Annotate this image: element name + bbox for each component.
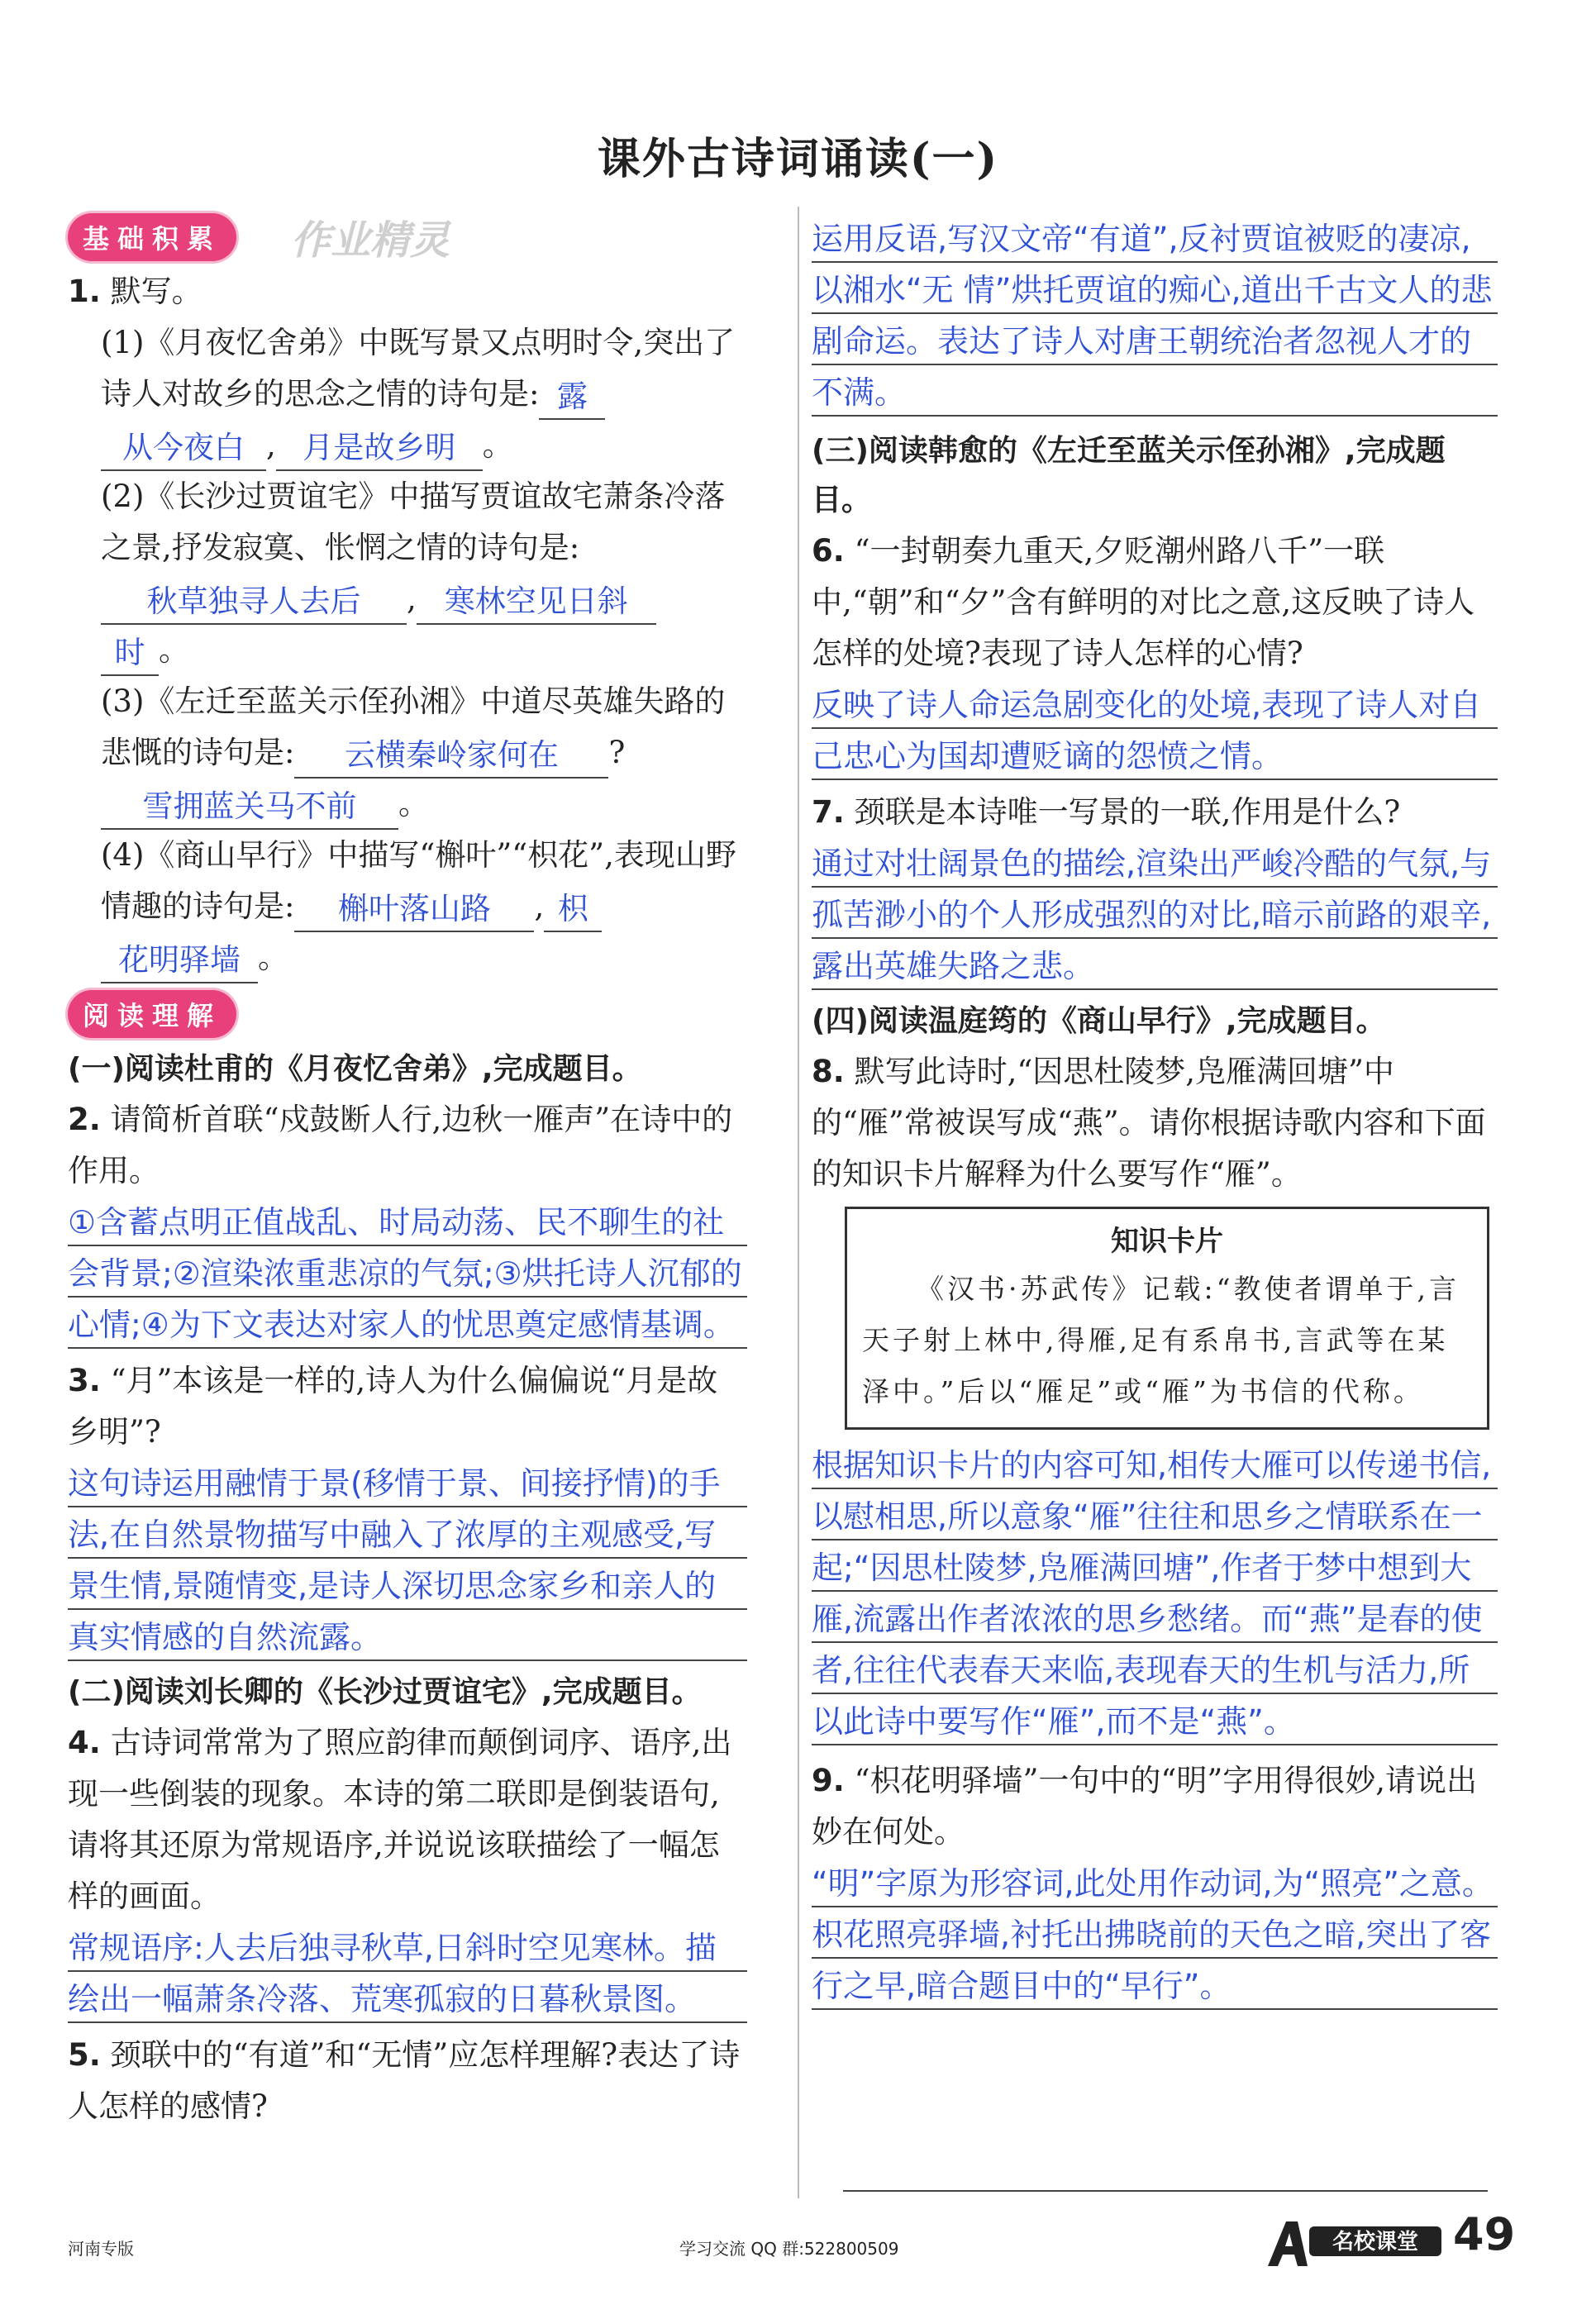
question-number: 2. [68,1102,101,1137]
question-text: 古诗词常常为了照应韵律而颠倒词序、语序,出现一些倒装的现象。本诗的第二联即是倒装语句,请将其还原为常规语序,并说说该联描绘了一幅怎样的画面。 [68,1725,732,1914]
answer-blank: 槲叶落山路 [294,888,534,932]
question-1 [68,266,747,317]
answer-7: 通过对壮阔景色的描绘,渲染出严峻冷酷的气氛,与孤苦渺小的个人形成强烈的对比,暗示前路的艰辛,露出英雄失路之悲。 [812,838,1498,992]
answer-5: 运用反语,写汉文帝“有道”,反衬贾谊被贬的凄凉,以湘水“无 情”烘托贾谊的痴心,道出千古文人的悲剧命运。表达了诗人对唐王朝统治者忽视人才的不满。 [812,213,1498,418]
question-7 [812,787,1498,838]
knowledge-card-title: 知识卡片 [1111,1225,1223,1258]
punctuation: ? [608,735,626,770]
answer-2: ①含蓄点明正值战乱、时局动荡、民不聊生的社会背景;②渲染浓重悲凉的气氛;③烘托诗人沉郁的心情;④为下文表达对家人的忧思奠定感情基调。 [68,1197,747,1350]
question-text: 默写此诗时,“因思杜陵梦,凫雁满回塘”中的“雁”常被误写成“燕”。请你根据诗歌内容和下面的知识卡片解释为什么要写作“雁”。 [812,1054,1486,1192]
question-number: 8. [812,1054,845,1089]
knowledge-card-text: 《汉书·苏武传》记载:“教使者谓单于,言天子射上林中,得雁,足有系帛书,言武等在某泽中。”后以“雁足”或“雁”为书信的代称。 [862,1273,1460,1407]
question-2 [68,1094,747,1197]
question-1-1: (1)《月夜忆舍弟》中既写景又点明时令,突出了诗人对故乡的思念之情的诗句是: 露 从今夜白 , 月是故乡明 。 [68,317,747,471]
right-column [812,213,1498,2012]
answer-blank: 从今夜白 [101,426,266,471]
question-number: 7. [812,794,845,830]
section-badge-reading: 阅读理解 [68,990,236,1038]
logo-text: 名校课堂 [1332,2230,1419,2255]
question-text: (3)《左迁至蓝关示侄孙湘》中道尽英雄失路的悲慨的诗句是: [101,683,726,770]
answer-8: 根据知识卡片的内容可知,相传大雁可以传递书信,以慰相思,所以意象“雁”往往和思乡之情联系在一起;“因思杜陵梦,凫雁满回塘”,作者于梦中想到大雁,流露出作者浓浓的思乡愁绪。而“燕”是春的使者,往往代表春天来临,表现春天的生机与活力,所以此诗中要写作“雁”,而不是“燕”。 [812,1440,1498,1747]
page-title: 课外古诗词诵读(一) [597,134,999,184]
left-column [68,213,747,2132]
answer-blank: 雪拥蓝关马不前 [101,785,398,830]
question-text: (2)《长沙过贾谊宅》中描写贾谊故宅萧条冷落之景,抒发寂寞、怅惘之情的诗句是: [101,479,726,565]
question-text: 颈联是本诗唯一写景的一联,作用是什么? [854,794,1401,830]
knowledge-card [845,1207,1489,1430]
punctuation: 。 [258,940,288,975]
answer-blank: 云横秦岭家何在 [294,734,608,779]
question-text: (4)《商山早行》中描写“槲叶”“枳花”,表现山野情趣的诗句是: [101,837,736,924]
question-number: 4. [68,1725,101,1760]
question-1-4: (4)《商山早行》中描写“槲叶”“枳花”,表现山野情趣的诗句是: 槲叶落山路 , 枳 花明驿墙 。 [68,830,747,983]
answer-3: 这句诗运用融情于景(移情于景、间接抒情)的手法,在自然景物描写中融入了浓厚的主观感受,写景生情,景随情变,是诗人深切思念家乡和亲人的真实情感的自然流露。 [68,1458,747,1663]
question-text: 颈联中的“有道”和“无情”应怎样理解?表达了诗人怎样的感情? [68,2037,741,2124]
punctuation: 。 [482,427,513,463]
question-number: 5. [68,2037,101,2073]
question-number: 9. [812,1763,845,1798]
part-heading-2: (二)阅读刘长卿的《长沙过贾谊宅》,完成题目。 [68,1675,702,1709]
section-badge-basic: 基础积累 [68,213,236,261]
answer-blank: 月是故乡明 [276,426,483,471]
question-6 [812,526,1498,679]
question-text: “月”本该是一样的,诗人为什么偏偏说“月是故乡明”? [68,1363,718,1450]
part-heading-1: (一)阅读杜甫的《月夜忆舍弟》,完成题目。 [68,1052,642,1086]
footer-edition: 河南专版 [68,2239,134,2259]
answer-blank: 寒林空见日斜 [417,580,656,625]
answer-blank: 时 [101,631,159,676]
question-text: (1)《月夜忆舍弟》中既写景又点明时令,突出了诗人对故乡的思念之情的诗句是: [101,325,736,412]
question-number: 3. [68,1363,101,1398]
punctuation: 。 [159,632,189,668]
column-divider [798,207,799,2198]
answer-blank: 露 [539,375,605,420]
watermark: 作业精灵 [291,217,450,264]
question-number: 1. [68,274,101,309]
question-text: “枳花明驿墙”一句中的“明”字用得很妙,请说出妙在何处。 [812,1763,1478,1850]
answer-6: 反映了诗人命运急剧变化的处境,表现了诗人对自己忠心为国却遭贬谪的怨愤之情。 [812,679,1498,782]
question-1-3 [68,676,747,830]
question-9 [812,1755,1498,1858]
question-number: 6. [812,533,845,569]
page-number: 49 [1453,2208,1516,2260]
answer-4: 常规语序:人去后独寻秋草,日斜时空见寒林。描绘出一幅萧条冷落、荒寒孤寂的日暮秋景图。 [68,1922,747,2025]
question-4 [68,1717,747,1922]
question-5 [68,2030,747,2132]
part-heading-3: (三)阅读韩愈的《左迁至蓝关示侄孙湘》,完成题目。 [812,434,1446,517]
question-8 [812,1046,1498,1200]
question-text: 默写。 [110,274,202,309]
question-3 [68,1355,747,1458]
question-text: 请简析首联“戍鼓断人行,边秋一雁声”在诗中的作用。 [68,1102,733,1188]
part-heading-4: (四)阅读温庭筠的《商山早行》,完成题目。 [812,1004,1386,1038]
answer-blank: 花明驿墙 [101,939,258,983]
question-text: “一封朝奏九重天,夕贬潮州路八千”一联中,“朝”和“夕”含有鲜明的对比之意,这反映了诗人怎样的处境?表现了诗人怎样的心情? [812,533,1475,671]
answer-9: “明”字原为形容词,此处用作动词,为“照亮”之意。枳花照亮驿墙,衬托出拂晓前的天色之暗,突出了客行之早,暗合题目中的“早行”。 [812,1858,1498,2012]
publisher-logo [1265,2215,1446,2273]
question-1-2: (2)《长沙过贾谊宅》中描写贾谊故宅萧条冷落之景,抒发寂寞、怅惘之情的诗句是: 秋草独寻人去后 , 寒林空见日斜 时 。 [68,471,747,676]
footer-qq-group: 学习交流 QQ 群:522800509 [679,2239,899,2259]
punctuation: 。 [398,786,429,821]
answer-line-blank [843,2190,1488,2192]
answer-blank: 秋草独寻人去后 [101,580,407,625]
answer-blank: 枳 [544,888,602,932]
